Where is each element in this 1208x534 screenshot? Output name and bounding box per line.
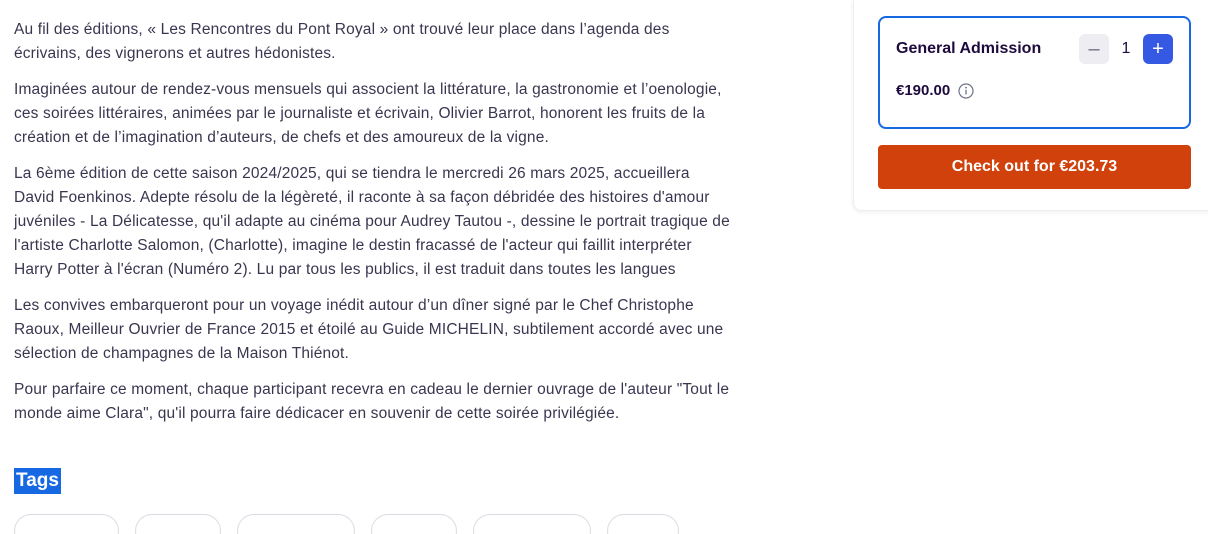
- ticket-name: General Admission: [896, 40, 1042, 57]
- tag-chip[interactable]: [14, 514, 119, 534]
- quantity-value: 1: [1121, 40, 1131, 57]
- tags-heading: Tags: [14, 468, 61, 494]
- ticket-card[interactable]: [878, 16, 1191, 129]
- checkout-button[interactable]: Check out for €203.73: [878, 145, 1191, 189]
- tag-chip[interactable]: [473, 514, 591, 534]
- tag-chip[interactable]: [135, 514, 221, 534]
- tag-chip[interactable]: [371, 514, 457, 534]
- quantity-stepper: [1079, 34, 1173, 64]
- event-description: [14, 18, 730, 426]
- tag-chip[interactable]: [237, 514, 355, 534]
- ticket-price-row: [896, 82, 1173, 99]
- description-paragraph: Les convives embarqueront pour un voyage inédit autour d’un dîner signé par le Chef Christophe Raoux, Meilleur Ouvrier de France 2015 et étoilé au Guide MICHELIN, subtilement accordé avec une sélection de champagnes de la Maison Thiénot.: [14, 297, 724, 362]
- ticket-price: €190.00: [896, 82, 951, 99]
- description-paragraph: Pour parfaire ce moment, chaque participant recevra en cadeau le dernier ouvrage de l'auteur "Tout le monde aime Clara", qu'il pourra faire dédicacer en souvenir de cette soirée privilégiée.: [14, 381, 730, 422]
- info-icon[interactable]: [958, 83, 974, 99]
- ticket-panel: [853, 0, 1208, 211]
- tags-section: [14, 468, 730, 494]
- description-paragraph: Imaginées autour de rendez-vous mensuels qui associent la littérature, la gastronomie et l’oenologie, ces soirées littéraires, animées par le journaliste et écrivain, Olivier Barrot, honorent les fruits de la création et de l’imagination d’auteurs, de chefs et des amoureux de la vigne.: [14, 81, 722, 146]
- tag-list: [14, 514, 774, 534]
- description-paragraph: La 6ème édition de cette saison 2024/2025, qui se tiendra le mercredi 26 mars 2025, accueillera David Foenkinos. Adepte résolu de la légèreté, il raconte à sa façon débridée des histoires d'amour juvéniles - La Délicatesse, qu'il adapte au cinéma pour Audrey Tautou -, dessine le portrait tragique de l'artiste Charlotte Salomon, (Charlotte), imagine le destin fracassé de l'acteur qui faillit interpréter Harry Potter à l'écran (Numéro 2). Lu par tous les publics, il est traduit dans toutes les langues: [14, 165, 730, 278]
- tag-chip[interactable]: [607, 514, 679, 534]
- decrease-quantity-button[interactable]: –: [1079, 34, 1109, 64]
- ticket-header: [896, 34, 1173, 64]
- increase-quantity-button[interactable]: +: [1143, 34, 1173, 64]
- description-paragraph: Au fil des éditions, « Les Rencontres du Pont Royal » ont trouvé leur place dans l’agenda des écrivains, des vignerons et autres hédonistes.: [14, 21, 670, 62]
